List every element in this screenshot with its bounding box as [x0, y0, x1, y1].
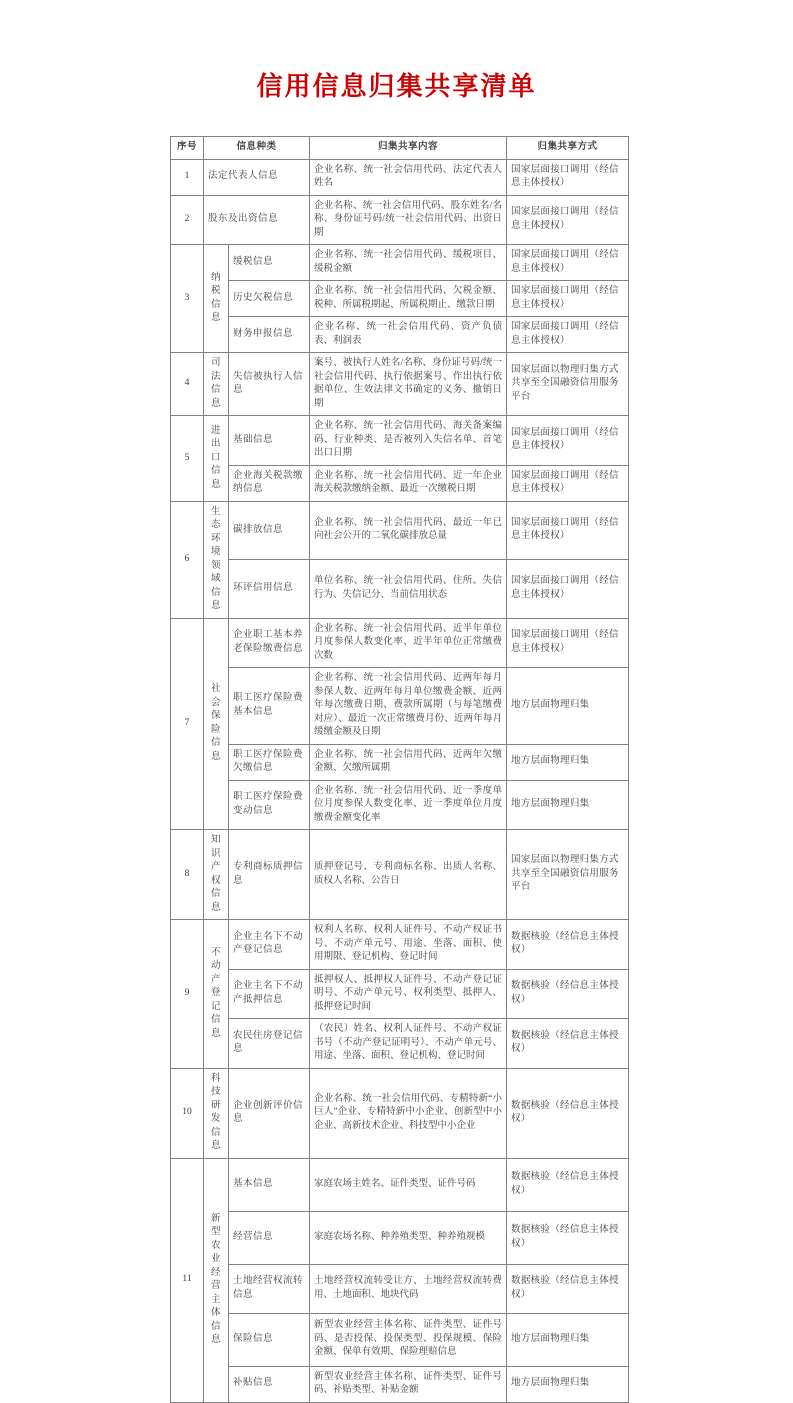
- method-cell: 地方层面物理归集: [507, 668, 629, 745]
- table-row: [171, 245, 629, 281]
- row-number-cell: 7: [171, 618, 204, 830]
- method-cell: 国家层面接口调用（经信息主体授权）: [507, 501, 629, 560]
- category-cell: 社会保险信息: [204, 618, 229, 830]
- subcategory-cell: 企业职工基本养老保险缴费信息: [229, 618, 310, 668]
- table-row: [171, 969, 629, 1019]
- content-cell: 新型农业经营主体名称、证件类型、证件号码、是否投保、投保类型、投保规模、保险金额、保单有效期、保险理赔信息: [310, 1313, 507, 1366]
- subcategory-cell: 失信被执行人信息: [229, 353, 310, 416]
- category-cell: 不动产登记信息: [204, 920, 229, 1069]
- category-cell: 法定代表人信息: [204, 159, 310, 195]
- row-number-cell: 6: [171, 501, 204, 618]
- table-row: [171, 159, 629, 195]
- method-cell: 国家层面以物理归集方式共享至全国融资信用服务平台: [507, 353, 629, 416]
- table-row: [171, 1019, 629, 1069]
- content-cell: 企业名称、统一社会信用代码、近一年企业海关税款缴纳金额、最近一次缴税日期: [310, 465, 507, 501]
- row-number-cell: 1: [171, 159, 204, 195]
- content-cell: 企业名称、统一社会信用代码、海关备案编码、行业种类、是否被列入失信名单、首笔出口日期: [310, 416, 507, 466]
- method-cell: 国家层面接口调用（经信息主体授权）: [507, 195, 629, 245]
- content-cell: 企业名称、统一社会信用代码、近两年欠缴金额、欠缴所属期: [310, 744, 507, 780]
- method-cell: 数据核验（经信息主体授权）: [507, 1158, 629, 1211]
- method-cell: 国家层面接口调用（经信息主体授权）: [507, 465, 629, 501]
- row-number-cell: 4: [171, 353, 204, 416]
- subcategory-cell: 碳排放信息: [229, 501, 310, 560]
- subcategory-cell: 补贴信息: [229, 1366, 310, 1402]
- method-cell: 国家层面接口调用（经信息主体授权）: [507, 159, 629, 195]
- header-content: 归集共享内容: [310, 137, 507, 160]
- table-row: [171, 1313, 629, 1366]
- category-cell: 生态环境领域信息: [204, 501, 229, 618]
- subcategory-cell: 财务申报信息: [229, 317, 310, 353]
- content-cell: 土地经营权流转受让方、土地经营权流转费用、土地面积、地块代码: [310, 1264, 507, 1313]
- method-cell: 数据核验（经信息主体授权）: [507, 1211, 629, 1264]
- table-row: [171, 195, 629, 245]
- row-number-cell: 8: [171, 830, 204, 920]
- table-row: [171, 780, 629, 830]
- subcategory-cell: 企业主名下不动产登记信息: [229, 920, 310, 970]
- method-cell: 国家层面以物理归集方式共享至全国融资信用服务平台: [507, 830, 629, 920]
- subcategory-cell: 环评信用信息: [229, 560, 310, 619]
- subcategory-cell: 企业创新评价信息: [229, 1068, 310, 1158]
- table-row: [171, 353, 629, 416]
- method-cell: 数据核验（经信息主体授权）: [507, 1068, 629, 1158]
- table-row: [171, 744, 629, 780]
- row-number-cell: 10: [171, 1068, 204, 1158]
- row-number-cell: 9: [171, 920, 204, 1069]
- content-cell: 权利人名称、权利人证件号、不动产权证书号、不动产单元号、用途、坐落、面积、使用期限、登记机构、登记时间: [310, 920, 507, 970]
- subcategory-cell: 职工医疗保险费变动信息: [229, 780, 310, 830]
- method-cell: 国家层面接口调用（经信息主体授权）: [507, 416, 629, 466]
- table-row: [171, 830, 629, 920]
- method-cell: 数据核验（经信息主体授权）: [507, 920, 629, 970]
- subcategory-cell: 经营信息: [229, 1211, 310, 1264]
- subcategory-cell: 缓税信息: [229, 245, 310, 281]
- row-number-cell: 2: [171, 195, 204, 245]
- header-method: 归集共享方式: [507, 137, 629, 160]
- content-cell: 企业名称、统一社会信用代码、近两年每月参保人数、近两年每月单位缴费金额、近两年每次缴费日期、费款所属期（与每笔缴费对应）、最近一次正常缴费月份、近两年每月缓缴金额及日期: [310, 668, 507, 745]
- content-cell: 新型农业经营主体名称、证件类型、证件号码、补贴类型、补贴金额: [310, 1366, 507, 1402]
- table-row: [171, 1068, 629, 1158]
- category-cell: 纳税信息: [204, 245, 229, 353]
- table-row: [171, 281, 629, 317]
- table-row: [171, 560, 629, 619]
- category-cell: 进出口信息: [204, 416, 229, 502]
- content-cell: 企业名称、统一社会信用代码、欠税金额、税种、所属税期起、所属税期止、缴款日期: [310, 281, 507, 317]
- table-row: [171, 1158, 629, 1211]
- content-cell: 企业名称、统一社会信用代码、资产负债表、利润表: [310, 317, 507, 353]
- subcategory-cell: 土地经营权流转信息: [229, 1264, 310, 1313]
- page-title: 信用信息归集共享清单: [256, 72, 537, 101]
- content-cell: 企业名称、统一社会信用代码、法定代表人姓名: [310, 159, 507, 195]
- subcategory-cell: 职工医疗保险费基本信息: [229, 668, 310, 745]
- method-cell: 国家层面接口调用（经信息主体授权）: [507, 618, 629, 668]
- method-cell: 国家层面接口调用（经信息主体授权）: [507, 317, 629, 353]
- content-cell: 企业名称、统一社会信用代码、缓税项目、缓税金额: [310, 245, 507, 281]
- subcategory-cell: 专利商标质押信息: [229, 830, 310, 920]
- category-cell: 司法信息: [204, 353, 229, 416]
- row-number-cell: 5: [171, 416, 204, 502]
- content-cell: 单位名称、统一社会信用代码、住所、失信行为、失信记分、当前信用状态: [310, 560, 507, 619]
- method-cell: 地方层面物理归集: [507, 780, 629, 830]
- method-cell: 国家层面接口调用（经信息主体授权）: [507, 281, 629, 317]
- method-cell: 地方层面物理归集: [507, 1313, 629, 1366]
- subcategory-cell: 职工医疗保险费欠缴信息: [229, 744, 310, 780]
- subcategory-cell: 农民住房登记信息: [229, 1019, 310, 1069]
- category-cell: 科技研发信息: [204, 1068, 229, 1158]
- content-cell: 案号、被执行人姓名/名称、身份证号码/统一社会信用代码、执行依据案号、作出执行依据单位、生效法律文书确定的义务、撤销日期: [310, 353, 507, 416]
- table-row: [171, 1211, 629, 1264]
- method-cell: 国家层面接口调用（经信息主体授权）: [507, 245, 629, 281]
- method-cell: 国家层面接口调用（经信息主体授权）: [507, 560, 629, 619]
- subcategory-cell: 保险信息: [229, 1313, 310, 1366]
- table-row: [171, 317, 629, 353]
- subcategory-cell: 基本信息: [229, 1158, 310, 1211]
- credit-info-share-table: [170, 136, 629, 1403]
- table-row: [171, 1264, 629, 1313]
- content-cell: 企业名称、统一社会信用代码、近一季度单位月度参保人数变化率、近一季度单位月度缴费金额变化率: [310, 780, 507, 830]
- row-number-cell: 11: [171, 1158, 204, 1402]
- header-no: 序号: [171, 137, 204, 160]
- table-row: [171, 465, 629, 501]
- subcategory-cell: 历史欠税信息: [229, 281, 310, 317]
- content-cell: 质押登记号、专利商标名称、出质人名称、质权人名称、公告日: [310, 830, 507, 920]
- subcategory-cell: 企业主名下不动产抵押信息: [229, 969, 310, 1019]
- table-row: [171, 1366, 629, 1402]
- table-row: [171, 618, 629, 668]
- method-cell: 数据核验（经信息主体授权）: [507, 969, 629, 1019]
- content-cell: 家庭农场名称、种养殖类型、种养殖规模: [310, 1211, 507, 1264]
- table-row: [171, 668, 629, 745]
- table-row: [171, 920, 629, 970]
- content-cell: 抵押权人、抵押权人证件号、不动产登记证明号、不动产单元号、权利类型、抵押人、抵押登记时间: [310, 969, 507, 1019]
- method-cell: 地方层面物理归集: [507, 1366, 629, 1402]
- subcategory-cell: 企业海关税款缴纳信息: [229, 465, 310, 501]
- content-cell: 企业名称、统一社会信用代码、专精特新“小巨人”企业、专精特新中小企业、创新型中小企业、高新技术企业、科技型中小企业: [310, 1068, 507, 1158]
- row-number-cell: 3: [171, 245, 204, 353]
- category-cell: 知识产权信息: [204, 830, 229, 920]
- header-type: 信息种类: [204, 137, 310, 160]
- subcategory-cell: 基础信息: [229, 416, 310, 466]
- content-cell: 家庭农场主姓名、证件类型、证件号码: [310, 1158, 507, 1211]
- content-cell: 企业名称、统一社会信用代码、最近一年已向社会公开的二氧化碳排放总量: [310, 501, 507, 560]
- method-cell: 数据核验（经信息主体授权）: [507, 1264, 629, 1313]
- table-header-row: [171, 137, 629, 160]
- table-row: [171, 416, 629, 466]
- content-cell: 企业名称、统一社会信用代码、股东姓名/名称、身份证号码/统一社会信用代码、出资日期: [310, 195, 507, 245]
- table-row: [171, 501, 629, 560]
- method-cell: 数据核验（经信息主体授权）: [507, 1019, 629, 1069]
- category-cell: 股东及出资信息: [204, 195, 310, 245]
- method-cell: 地方层面物理归集: [507, 744, 629, 780]
- content-cell: 企业名称、统一社会信用代码、近半年单位月度参保人数变化率、近半年单位正常缴费次数: [310, 618, 507, 668]
- category-cell: 新型农业经营主体信息: [204, 1158, 229, 1402]
- content-cell: （农民）姓名、权利人证件号、不动产权证书号（不动产登记证明号）、不动产单元号、用途、坐落、面积、登记机构、登记时间: [310, 1019, 507, 1069]
